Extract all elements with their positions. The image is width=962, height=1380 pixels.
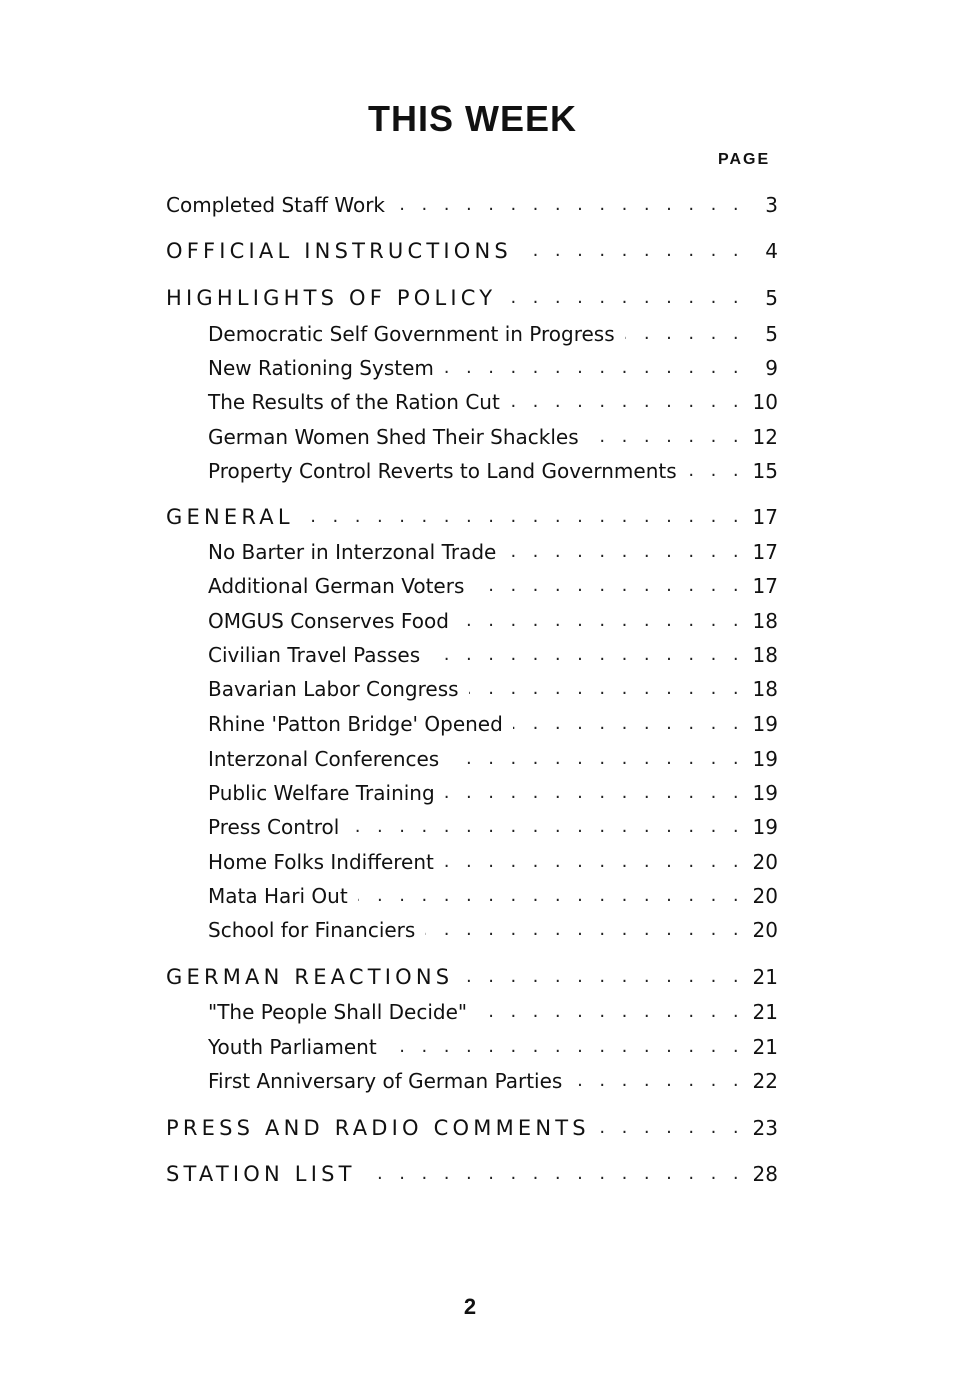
- toc-entry-title: Rhine 'Patton Bridge' Opened: [208, 712, 503, 736]
- toc-entry-page: 18: [752, 643, 778, 667]
- dot-leader: [474, 575, 744, 597]
- toc-entry-page: 3: [765, 193, 778, 217]
- dot-leader: [463, 966, 744, 988]
- toc-entry: [208, 351, 778, 385]
- toc-entry-page: 19: [752, 815, 778, 839]
- toc-entry: [208, 535, 778, 569]
- toc-entry: [208, 317, 778, 351]
- toc-entry-title: Home Folks Indifferent: [208, 850, 434, 874]
- toc-entry-title: New Rationing System: [208, 356, 434, 380]
- toc-entry-page: 18: [752, 609, 778, 633]
- toc-entry-title: Democratic Self Government in Progress: [208, 322, 615, 346]
- toc-section: [166, 281, 778, 315]
- toc-entry-title: Property Control Reverts to Land Governments: [208, 459, 677, 483]
- dot-leader: [445, 782, 744, 804]
- dot-leader: [425, 919, 744, 941]
- toc-entry: [208, 385, 778, 419]
- toc-entry-title: Press Control: [208, 815, 340, 839]
- toc-entry: [208, 810, 778, 844]
- toc-entry: [208, 1064, 778, 1098]
- toc-entry: [208, 913, 778, 947]
- dot-leader: [572, 1070, 744, 1092]
- toc-entry-page: 5: [765, 322, 778, 346]
- toc-entry: [208, 742, 778, 776]
- toc-entry: [208, 454, 778, 488]
- toc-section-title: HIGHLIGHTS OF POLICY: [166, 286, 497, 310]
- toc-entry-title: Mata Hari Out: [208, 884, 348, 908]
- toc-entry-page: 20: [752, 884, 778, 908]
- toc-entry-title: Additional German Voters: [208, 574, 465, 598]
- dot-leader: [349, 816, 744, 838]
- dot-leader: [395, 194, 744, 216]
- toc-section: [166, 1111, 778, 1145]
- page-number: 2: [463, 1294, 477, 1319]
- toc-entry: [208, 1030, 778, 1064]
- toc-entry-page: 19: [752, 747, 778, 771]
- dot-leader: [444, 357, 744, 379]
- toc-entry-page: 17: [752, 540, 778, 564]
- toc-entry: [208, 845, 778, 879]
- dot-leader: [444, 851, 744, 873]
- toc-entry-title: Completed Staff Work: [166, 193, 386, 217]
- toc-entry-title: Youth Parliament: [208, 1035, 377, 1059]
- toc-entry: [208, 879, 778, 913]
- page-column-label: PAGE: [718, 151, 771, 168]
- dot-leader: [366, 1163, 744, 1185]
- toc-entry-title: Bavarian Labor Congress: [208, 677, 459, 701]
- toc-entry-title: OMGUS Conserves Food: [208, 609, 449, 633]
- toc-entry-page: 10: [752, 390, 778, 414]
- toc-entry-page: 4: [765, 239, 778, 263]
- toc-entry-title: School for Financiers: [208, 918, 416, 942]
- dot-leader: [625, 323, 744, 345]
- toc-entry-title: Civilian Travel Passes: [208, 643, 421, 667]
- dot-leader: [477, 1001, 744, 1023]
- toc-section-title: GENERAL: [166, 505, 294, 529]
- toc-entry-page: 20: [752, 850, 778, 874]
- dot-leader: [687, 460, 744, 482]
- dot-leader: [506, 541, 744, 563]
- toc-entry-page: 21: [752, 1000, 778, 1024]
- page-title: THIS WEEK: [367, 98, 577, 139]
- toc-section-title: PRESS AND RADIO COMMENTS: [166, 1116, 590, 1140]
- toc-entry-page: 9: [765, 356, 778, 380]
- toc-entry-title: Public Welfare Training: [208, 781, 435, 805]
- dot-leader: [304, 506, 744, 528]
- toc-section: [166, 1157, 778, 1191]
- toc-section: [166, 960, 778, 994]
- toc-entry: [208, 420, 778, 454]
- dot-leader: [387, 1036, 744, 1058]
- toc-entry-page: 19: [752, 781, 778, 805]
- dot-leader: [600, 1117, 744, 1139]
- toc-entry-page: 20: [752, 918, 778, 942]
- toc-entry: [208, 638, 778, 672]
- toc-section-title: OFFICIAL INSTRUCTIONS: [166, 239, 512, 263]
- toc-entry-page: 18: [752, 677, 778, 701]
- dot-leader: [459, 610, 744, 632]
- toc-entry-page: 15: [752, 459, 778, 483]
- toc-section-title: STATION LIST: [166, 1162, 356, 1186]
- dot-leader: [358, 885, 744, 907]
- toc-section: [166, 234, 778, 268]
- toc-entry-page: 12: [752, 425, 778, 449]
- toc-entry: [166, 188, 778, 222]
- dot-leader: [510, 391, 744, 413]
- dot-leader: [449, 748, 744, 770]
- toc-entry-title: Interzonal Conferences: [208, 747, 440, 771]
- toc-entry-title: German Women Shed Their Shackles: [208, 425, 579, 449]
- dot-leader: [469, 678, 744, 700]
- toc-entry-page: 5: [765, 286, 778, 310]
- toc-section-title: GERMAN REACTIONS: [166, 965, 454, 989]
- toc-entry-page: 22: [752, 1069, 778, 1093]
- toc-entry: [208, 604, 778, 638]
- toc-entry: [208, 672, 778, 706]
- dot-leader: [513, 713, 744, 735]
- toc-entry: [208, 776, 778, 810]
- toc-entry-page: 23: [752, 1116, 778, 1140]
- toc-entry-title: No Barter in Interzonal Trade: [208, 540, 497, 564]
- toc-entry-title: The Results of the Ration Cut: [208, 390, 500, 414]
- toc-entry: [208, 707, 778, 741]
- toc-entry-page: 21: [752, 1035, 778, 1059]
- toc-entry: [208, 569, 778, 603]
- toc-entry-page: 21: [752, 965, 778, 989]
- dot-leader: [430, 644, 744, 666]
- dot-leader: [506, 287, 744, 309]
- toc-entry-title: "The People Shall Decide": [208, 1000, 468, 1024]
- toc-entry-page: 17: [752, 574, 778, 598]
- toc-entry-title: First Anniversary of German Parties: [208, 1069, 563, 1093]
- toc-entry: [208, 995, 778, 1029]
- toc-section: [166, 500, 778, 534]
- toc-entry-page: 28: [752, 1162, 778, 1186]
- dot-leader: [589, 426, 744, 448]
- dot-leader: [522, 240, 744, 262]
- toc-entry-page: 19: [752, 712, 778, 736]
- toc-entry-page: 17: [752, 505, 778, 529]
